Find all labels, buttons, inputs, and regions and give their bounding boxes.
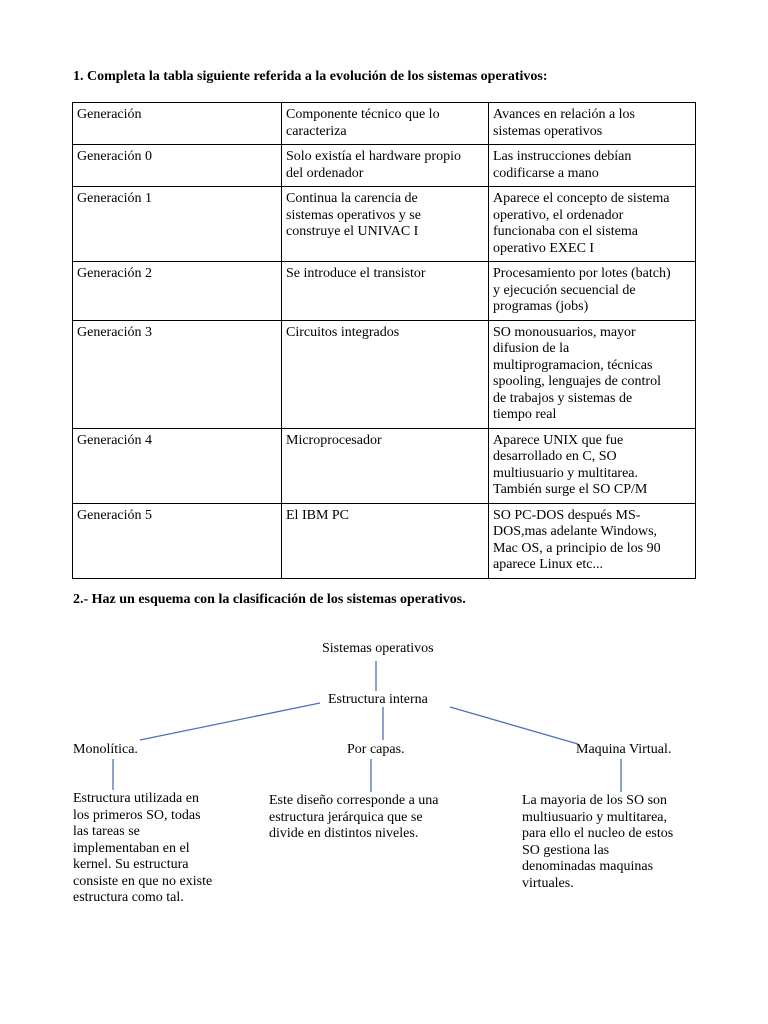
diagram-branch-label: Por capas. xyxy=(347,742,405,757)
table-cell: Generación 5 xyxy=(73,503,282,578)
table-cell: Generación 0 xyxy=(73,145,282,187)
table-cell: Generación 1 xyxy=(73,187,282,262)
table-cell: Solo existía el hardware propio del ordenador xyxy=(282,145,489,187)
header-cell: Componente técnico que lo caracteriza xyxy=(282,103,489,145)
header-cell: Avances en relación a los sistemas operativos xyxy=(489,103,696,145)
header-cell: Generación xyxy=(73,103,282,145)
table-cell: Circuitos integrados xyxy=(282,320,489,428)
table-cell: Se introduce el transistor xyxy=(282,262,489,321)
question-1-heading: 1. Completa la tabla siguiente referida a la evolución de los sistemas operativos: xyxy=(73,69,548,84)
diagram-branch-description: La mayoria de los SO son multiusuario y multitarea, para ello el nucleo de estos SO gestiona las denominadas maquinas virtuales. xyxy=(522,793,674,891)
diagram-root-node: Sistemas operativos xyxy=(322,641,434,656)
table-cell: El IBM PC xyxy=(282,503,489,578)
diagram-branch-description: Este diseño corresponde a una estructura jerárquica que se divide en distintos niveles. xyxy=(269,793,439,841)
table-cell: SO PC-DOS después MS- DOS,mas adelante Windows, Mac OS, a principio de los 90 aparece Linux etc... xyxy=(489,503,696,578)
diagram-branch-label: Maquina Virtual. xyxy=(576,742,672,757)
table-cell: Aparece el concepto de sistema operativo, el ordenador funcionaba con el sistema operativo EXEC I xyxy=(489,187,696,262)
table-cell: Las instrucciones debían codificarse a mano xyxy=(489,145,696,187)
question-2-heading: 2.- Haz un esquema con la clasificación de los sistemas operativos. xyxy=(73,592,466,607)
table-cell: Generación 4 xyxy=(73,428,282,503)
diagram-mid-node: Estructura interna xyxy=(328,692,428,707)
diagram-branch-description: Estructura utilizada en los primeros SO, todas las tareas se implementaban en el kernel. Su estructura consiste en que no existe estructura como tal. xyxy=(73,791,213,905)
table-cell: Generación 3 xyxy=(73,320,282,428)
table-cell: Procesamiento por lotes (batch) y ejecución secuencial de programas (jobs) xyxy=(489,262,696,321)
table-cell: SO monousuarios, mayor difusion de la multiprogramacion, técnicas spooling, lenguajes de control de trabajos y sistemas de tiempo real xyxy=(489,320,696,428)
diagram-branch-label: Monolítica. xyxy=(73,742,138,757)
table-cell: Generación 2 xyxy=(73,262,282,321)
table-cell: Continua la carencia de sistemas operativos y se construye el UNIVAC I xyxy=(282,187,489,262)
connector-mid-right xyxy=(450,707,578,744)
connector-mid-left xyxy=(140,703,320,740)
table-cell: Microprocesador xyxy=(282,428,489,503)
table-cell: Aparece UNIX que fue desarrollado en C, SO multiusuario y multitarea. También surge el SO CP/M xyxy=(489,428,696,503)
